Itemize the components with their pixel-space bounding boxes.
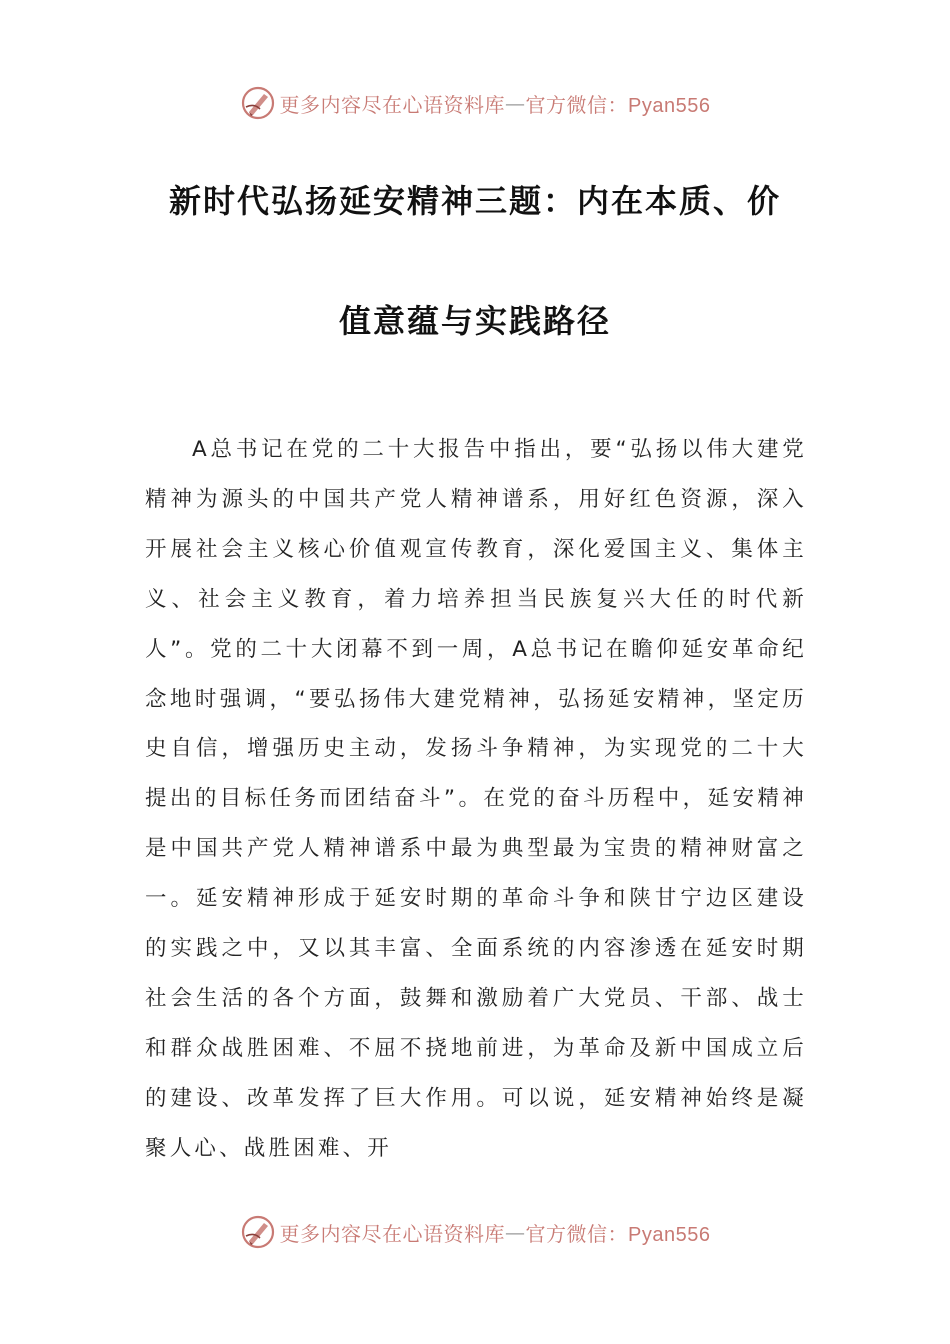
- pen-logo-icon: [240, 1214, 276, 1250]
- header-watermark: [0, 83, 950, 123]
- brand-text: 更多内容尽在心语资料库: [279, 92, 506, 117]
- brand-text: 更多内容尽在心语资料库: [279, 1221, 506, 1246]
- brand-dash: —: [505, 1220, 526, 1244]
- brand-wechat: 官方微信：Pyan556: [525, 94, 711, 117]
- brand-wechat: 官方微信：Pyan556: [525, 1223, 711, 1246]
- page-title-line-1: 新时代弘扬延安精神三题：内在本质、价: [168, 182, 781, 220]
- footer-watermark: [0, 1212, 950, 1252]
- brand-dash: —: [505, 91, 526, 115]
- pen-logo-icon: [240, 85, 276, 121]
- page-title-line-2: 值意蕴与实践路径: [338, 302, 611, 340]
- body-paragraph: A总书记在党的二十大报告中指出，要“弘扬以伟大建党精神为源头的中国共产党人精神谱系，用好红色资源，深入开展社会主义核心价值观宣传教育，深化爱国主义、集体主义、社会主义教育，着力培养担当民族复兴大任的时代新人”。党的二十大闭幕不到一周，A总书记在瞻仰延安革命纪念地时强调，“要弘扬伟大建党精神，弘扬延安精神，坚定历史自信，增强历史主动，发扬斗争精神，为实现党的二十大提出的目标任务而团结奋斗”。在党的奋斗历程中，延安精神是中国共产党人精神谱系中最为典型最为宝贵的精神财富之一。延安精神形成于延安时期的革命斗争和陕甘宁边区建设的实践之中，又以其丰富、全面系统的内容渗透在延安时期社会生活的各个方面，鼓舞和激励着广大党员、干部、战士和群众战胜困难、不屈不挠地前进，为革命及新中国成立后的建设、改革发挥了巨大作用。可以说，延安精神始终是凝聚人心、战胜困难、开: [145, 437, 807, 1161]
